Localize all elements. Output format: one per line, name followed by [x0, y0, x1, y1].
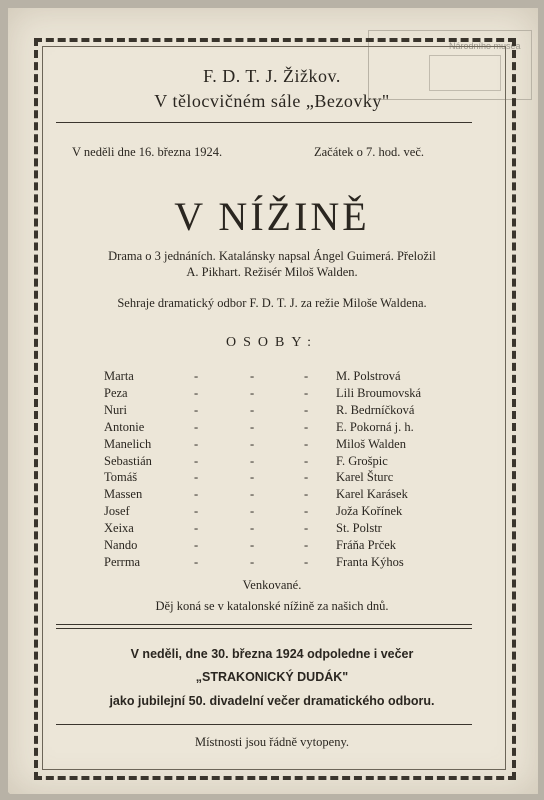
- leader-dash: -: [250, 487, 255, 502]
- leader-dash: -: [250, 402, 255, 417]
- cast-role: Sebastián: [104, 453, 152, 468]
- cast-actor: Lili Broumovská: [336, 385, 422, 400]
- cast-role: Manelich: [104, 436, 152, 451]
- leader-dash: -: [304, 554, 309, 569]
- cast-actor: F. Grošpic: [336, 453, 388, 468]
- leader-dash: -: [304, 504, 309, 519]
- leader-dash: -: [250, 385, 255, 400]
- cast-role: Perrma: [104, 554, 141, 569]
- play-description-1: Drama o 3 jednáních. Katalánsky napsal Ángel Guimerá. Přeložil: [108, 249, 436, 263]
- leader-dash: -: [194, 487, 199, 502]
- leader-dash: -: [304, 419, 309, 434]
- cast-role: Nuri: [104, 402, 127, 417]
- announcement-line-1: V neděli, dne 30. března 1924 odpoledne i večer: [130, 647, 414, 661]
- cast-actor: M. Polstrová: [336, 369, 401, 383]
- cast-actor: Karel Karásek: [336, 487, 408, 502]
- leader-dash: -: [250, 436, 255, 451]
- leader-dash: -: [194, 369, 199, 383]
- cast-actor: Joža Kořínek: [336, 504, 403, 519]
- leader-dash: -: [250, 554, 255, 569]
- cast-actor: Franta Kýhos: [336, 554, 404, 569]
- venue: V tělocvičném sále „Bezovky": [154, 91, 390, 111]
- leader-dash: -: [250, 419, 255, 434]
- leader-dash: -: [194, 436, 199, 451]
- leader-dash: -: [250, 504, 255, 519]
- leader-dash: -: [194, 554, 199, 569]
- leader-dash: -: [304, 470, 309, 485]
- leader-dash: -: [250, 453, 255, 468]
- leader-dash: -: [194, 402, 199, 417]
- cast-actor: E. Pokorná j. h.: [336, 419, 414, 434]
- leader-dash: -: [304, 385, 309, 400]
- cast-role: Massen: [104, 487, 143, 502]
- leader-dash: -: [250, 369, 255, 383]
- leader-dash: -: [304, 538, 309, 552]
- leader-dash: -: [304, 487, 309, 502]
- setting: Děj koná se v katalonské nížině za našich dnů.: [155, 599, 389, 613]
- leader-dash: -: [194, 385, 199, 400]
- cast-actor: Karel Šturc: [336, 470, 394, 485]
- cast-actor: St. Polstr: [336, 521, 382, 536]
- leader-dash: -: [250, 521, 255, 536]
- leader-dash: -: [194, 521, 199, 536]
- cast-role: Xeixa: [104, 521, 134, 536]
- leader-dash: -: [304, 436, 309, 451]
- cast-actor: R. Bedrníčková: [336, 402, 415, 417]
- leader-dash: -: [194, 538, 199, 552]
- cast-role: Tomáš: [104, 470, 138, 485]
- cast-actor: Fráňa Prček: [336, 538, 397, 552]
- announcement-play: „STRAKONICKÝ DUDÁK": [195, 670, 349, 684]
- leader-dash: -: [194, 504, 199, 519]
- stamp-text: Národního musea: [449, 41, 521, 51]
- divider: [56, 628, 472, 629]
- play-description-2: A. Pikhart. Režisér Miloš Walden.: [186, 265, 358, 279]
- play-title: V NÍŽINĚ: [174, 194, 370, 239]
- cast-role: Josef: [104, 504, 130, 519]
- leader-dash: -: [194, 453, 199, 468]
- cast-role: Marta: [104, 369, 134, 383]
- cast-actor: Miloš Walden: [336, 436, 406, 451]
- leader-dash: -: [250, 470, 255, 485]
- cast-heading: OSOBY:: [225, 335, 319, 350]
- announcement-line-3: jako jubilejní 50. divadelní večer dramatického odboru.: [109, 694, 435, 708]
- footer-note: Místnosti jsou řádně vytopeny.: [194, 735, 350, 749]
- performance-date: V neděli dne 16. března 1924.: [72, 145, 223, 159]
- leader-dash: -: [250, 538, 255, 552]
- performed-by: Sehraje dramatický odbor F. D. T. J. za režie Miloše Waldena.: [117, 296, 427, 310]
- extras: Venkované.: [242, 578, 302, 592]
- torn-corner: [0, 784, 16, 800]
- cast-role: Peza: [104, 385, 128, 400]
- leader-dash: -: [304, 369, 309, 383]
- leader-dash: -: [304, 402, 309, 417]
- cast-role: Nando: [104, 538, 138, 552]
- organization-name: F. D. T. J. Žižkov.: [203, 66, 341, 86]
- leader-dash: -: [194, 470, 199, 485]
- cast-role: Antonie: [104, 419, 145, 434]
- divider: [56, 122, 472, 123]
- start-time: Začátek o 7. hod. več.: [314, 145, 425, 159]
- divider: [56, 624, 472, 625]
- leader-dash: -: [304, 453, 309, 468]
- leader-dash: -: [194, 419, 199, 434]
- leader-dash: -: [304, 521, 309, 536]
- divider: [56, 724, 472, 725]
